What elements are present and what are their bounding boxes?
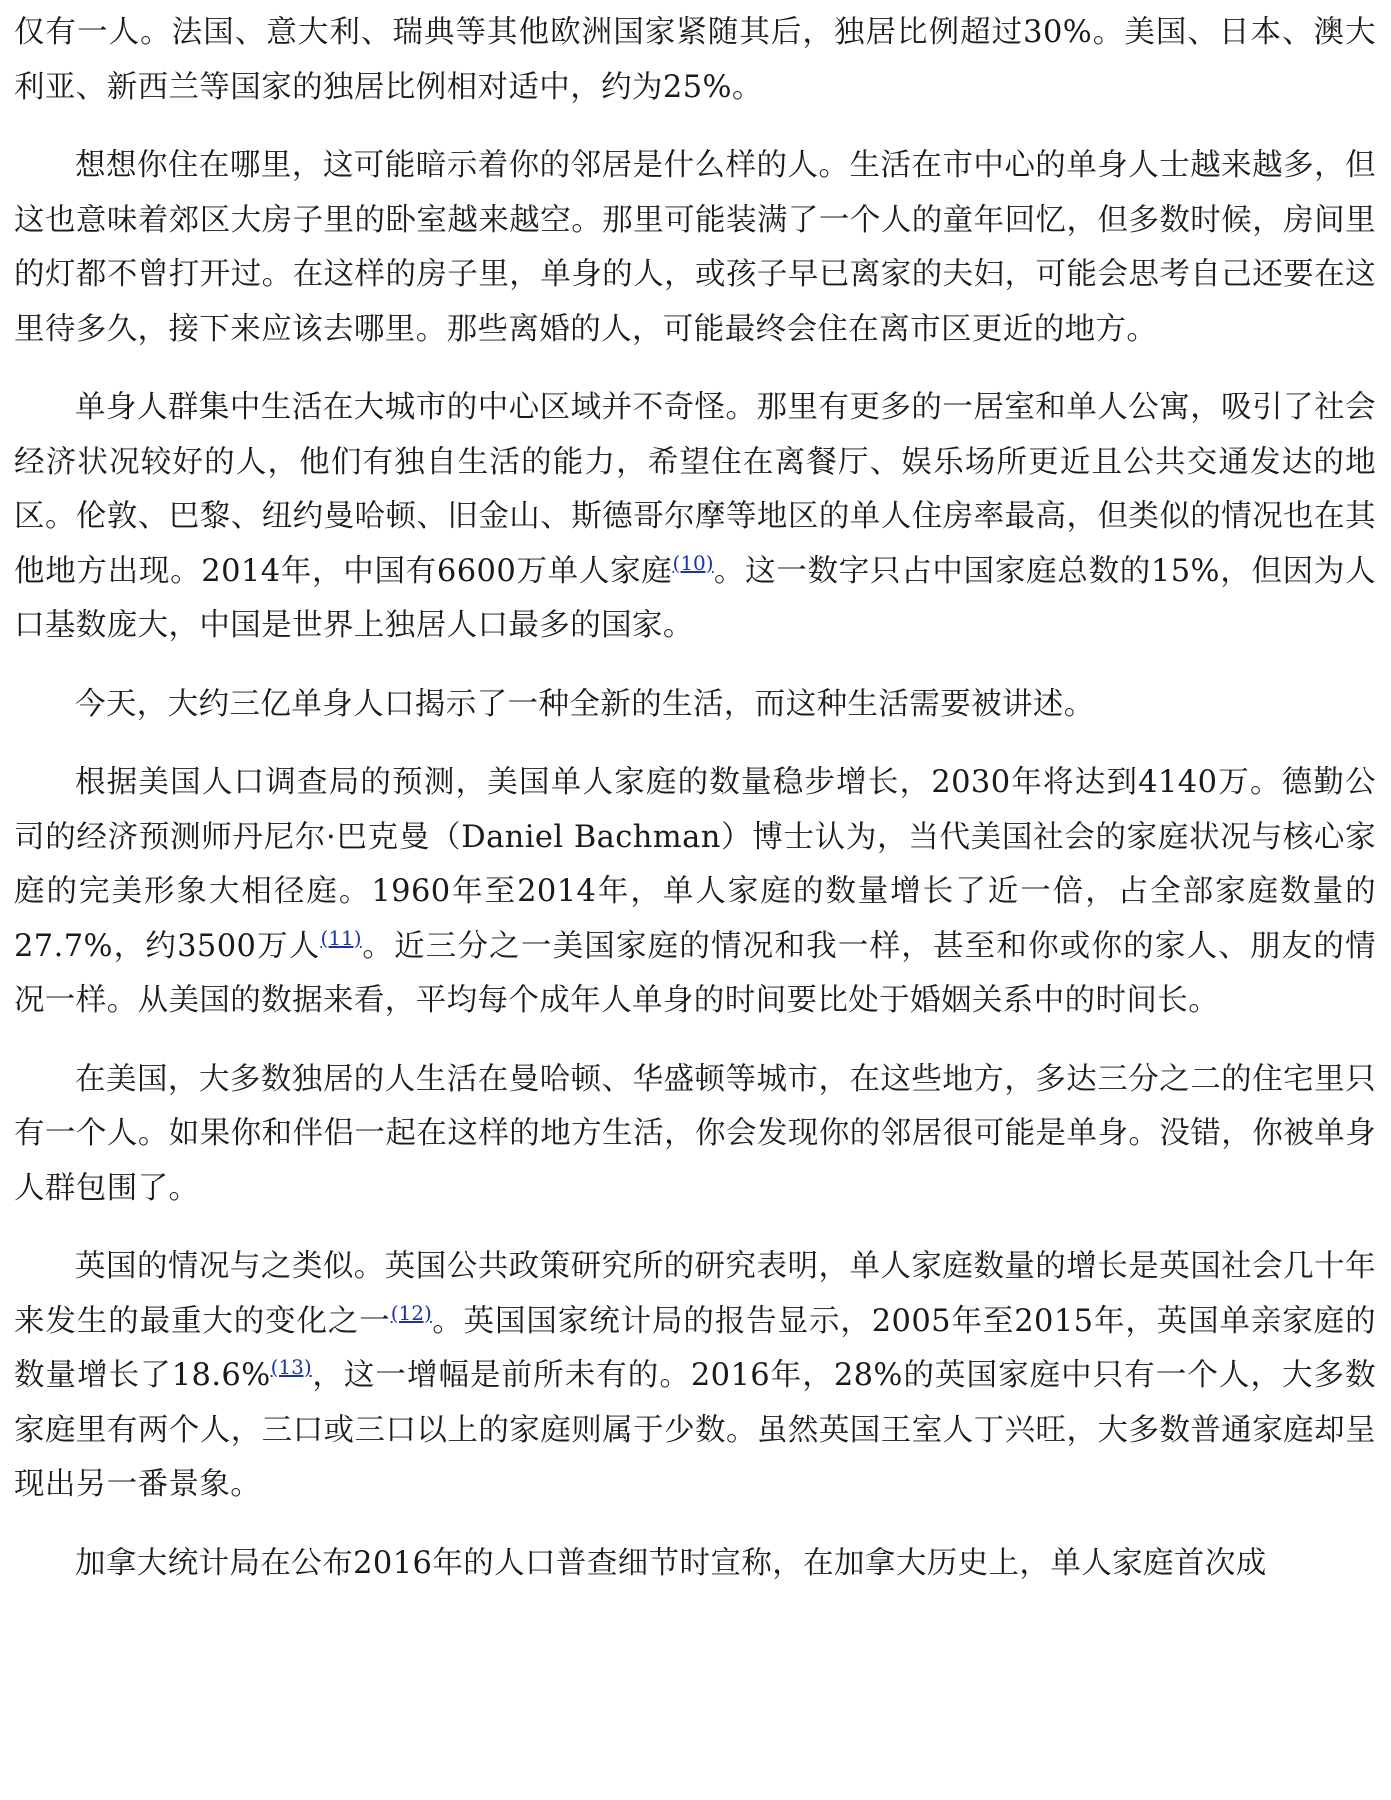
footnote-link-12[interactable]: (12) xyxy=(390,1300,432,1325)
paragraph-text: 今天，大约三亿单身人口揭示了一种全新的生活，而这种生活需要被讲述。 xyxy=(75,686,1095,722)
footnote-link-10[interactable]: (10) xyxy=(672,550,714,575)
paragraph-city-centers xyxy=(14,381,1376,654)
paragraph-text: 想想你住在哪里，这可能暗示着你的邻居是什么样的人。生活在市中心的单身人士越来越多，但这也意味着郊区大房子里的卧室越来越空。那里可能装满了一个人的童年回忆，但多数时候，房间里的灯都不曾打开过。在这样的房子里，单身的人，或孩子早已离家的夫妇，可能会思考自己还要在这里待多久，接下来应该去哪里。那些离婚的人，可能最终会住在离市区更近的地方。 xyxy=(14,148,1376,347)
paragraph-text: 仅有一人。法国、意大利、瑞典等其他欧洲国家紧随其后，独居比例超过30%。美国、日本、澳大利亚、新西兰等国家的独居比例相对适中，约为25%。 xyxy=(14,15,1376,105)
paragraph-canada xyxy=(14,1537,1376,1592)
paragraph-europe-solo-rates xyxy=(14,6,1376,115)
footnote-link-11[interactable]: (11) xyxy=(320,925,362,950)
paragraph-text: 加拿大统计局在公布2016年的人口普查细节时宣称，在加拿大历史上，单人家庭首次成 xyxy=(75,1545,1267,1581)
paragraph-text: 在美国，大多数独居的人生活在曼哈顿、华盛顿等城市，在这些地方，多达三分之二的住宅里只有一个人。如果你和伴侣一起在这样的地方生活，你会发现你的邻居很可能是单身。没错，你被单身人群包围了。 xyxy=(14,1061,1376,1206)
paragraph-text: 。英国国家统计局的报告显示，2005年至2015年，英国单亲家庭的数量增长了18.6% xyxy=(14,1303,1376,1393)
paragraph-text: 单身人群集中生活在大城市的中心区域并不奇怪。那里有更多的一居室和单人公寓，吸引了社会经济状况较好的人，他们有独自生活的能力，希望住在离餐厅、娱乐场所更近且公共交通发达的地区。伦敦、巴黎、纽约曼哈顿、旧金山、斯德哥尔摩等地区的单人住房率最高，但类似的情况也在其他地方出现。2014年，中国有6600万单人家庭 xyxy=(14,390,1376,589)
paragraph-text: 。近三分之一美国家庭的情况和我一样，甚至和你或你的家人、朋友的情况一样。从美国的数据来看，平均每个成年人单身的时间要比处于婚姻关系中的时间长。 xyxy=(14,928,1376,1018)
document-page xyxy=(14,6,1376,1591)
paragraph-neighbors xyxy=(14,139,1376,357)
paragraph-text: 。这一数字只占中国家庭总数的15%，但因为人口基数庞大，中国是世界上独居人口最多的国家。 xyxy=(14,553,1376,643)
paragraph-us-cities xyxy=(14,1053,1376,1217)
paragraph-three-hundred-million xyxy=(14,678,1376,733)
paragraph-uk xyxy=(14,1240,1376,1513)
footnote-link-13[interactable]: (13) xyxy=(270,1355,312,1379)
paragraph-text: 英国的情况与之类似。英国公共政策研究所的研究表明，单人家庭数量的增长是英国社会几十年来发生的最重大的变化之一 xyxy=(14,1249,1376,1339)
paragraph-text: 根据美国人口调查局的预测，美国单人家庭的数量稳步增长，2030年将达到4140万。德勤公司的经济预测师丹尼尔·巴克曼（Daniel Bachman）博士认为，当代美国社会的家庭状况与核心家庭的完美形象大相径庭。1960年至2014年，单人家庭的数量增长了近一倍，占全部家庭数量的27.7%，约3500万人 xyxy=(14,765,1376,964)
paragraph-us-census xyxy=(14,756,1376,1029)
paragraph-text: ，这一增幅是前所未有的。2016年，28%的英国家庭中只有一个人，大多数家庭里有两个人，三口或三口以上的家庭则属于少数。虽然英国王室人丁兴旺，大多数普通家庭却呈现出另一番景象。 xyxy=(14,1358,1376,1502)
